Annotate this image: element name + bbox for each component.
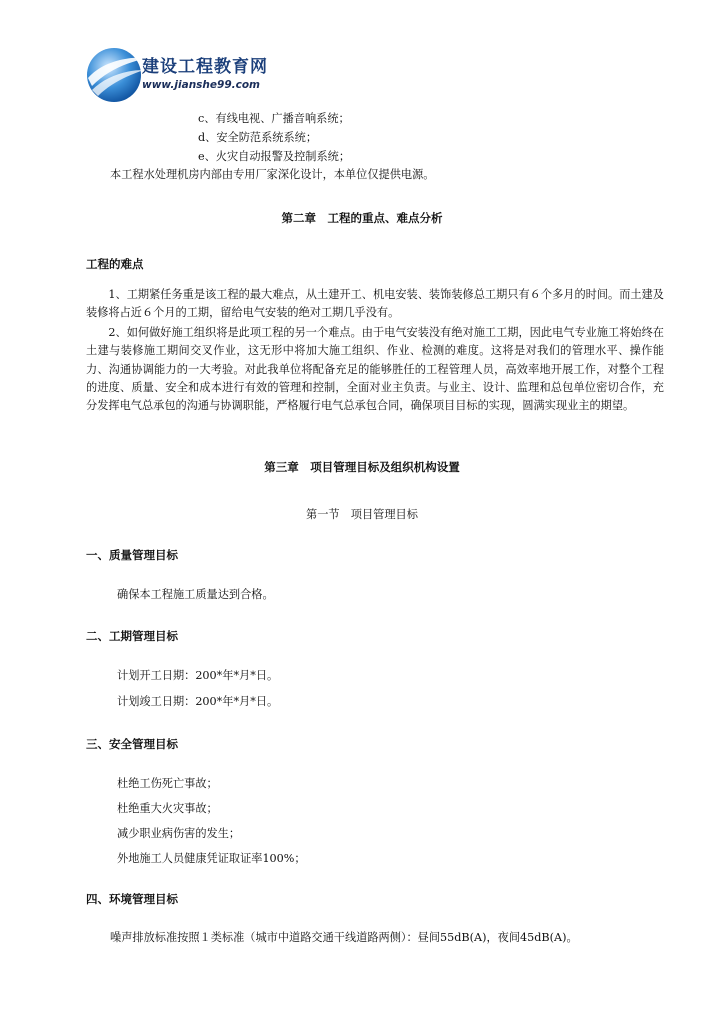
schedule-item-start: 计划开工日期：200*年*月*日。 (117, 669, 279, 682)
schedule-heading: 二、工期管理目标 (86, 629, 178, 643)
environment-item: 噪声排放标准按照１类标准（城市中道路交通干线道路两侧）：昼间55dB(A)，夜间45dB(A)。 (110, 931, 578, 944)
safety-item: 杜绝工伤死亡事故； (117, 777, 218, 790)
difficulty-heading: 工程的难点 (86, 257, 144, 271)
list-item: d、安全防范系统系统； (198, 131, 318, 144)
chapter2-title: 第二章 工程的重点、难点分析 (281, 211, 443, 225)
safety-heading: 三、安全管理目标 (86, 737, 178, 751)
list-item: e、火灾自动报警及控制系统； (198, 150, 351, 163)
quality-item: 确保本工程施工质量达到合格。 (117, 588, 274, 601)
difficulty-para-1: 1、工期紧任务重是该工程的最大难点，从土建开工、机电安装、装饰装修总工期只有６个多月的时间。而土建及装修将占近６个月的工期，留给电气安装的绝对工期几乎没有。 (86, 288, 664, 320)
safety-item: 杜绝重大火灾事故； (117, 802, 218, 815)
chapter3-title: 第三章 项目管理目标及组织机构设置 (264, 460, 460, 474)
schedule-item-end: 计划竣工日期：200*年*月*日。 (117, 695, 279, 708)
safety-item: 减少职业病伤害的发生； (117, 827, 241, 840)
water-note: 本工程水处理机房内部由专用厂家深化设计，本单位仅提供电源。 (110, 168, 435, 181)
logo-title: 建设工程教育网 (142, 57, 268, 77)
logo-url: www.jianshe99.com (142, 79, 261, 91)
list-item: c、有线电视、广播音响系统； (198, 112, 350, 125)
section1-title: 第一节 项目管理目标 (306, 508, 418, 521)
difficulty-para-2: 2、如何做好施工组织将是此项工程的另一个难点。由于电气安装没有绝对施工工期，因此电气专业施工将始终在土建与装修施工期间交叉作业，这无形中将加大施工组织、作业、检测的难度。这将是对我们的管理水平、操作能力、沟通协调能力的一大考验。对此我单位将配备充足的能够胜任的工程管理人员，高效率地开展工作，对整个工程的进度、质量、安全和成本进行有效的管理和控制，全面对业主负责。与业主、设计、监理和总包单位密切合作，充分发挥电气总承包的沟通与协调职能，严格履行电气总承包合同，确保项目目标的实现，圆满实现业主的期望。 (86, 326, 664, 413)
environment-heading: 四、环境管理目标 (86, 892, 178, 906)
quality-heading: 一、质量管理目标 (86, 548, 178, 562)
safety-item: 外地施工人员健康凭证取证率100%； (117, 852, 306, 865)
site-logo (82, 42, 282, 106)
